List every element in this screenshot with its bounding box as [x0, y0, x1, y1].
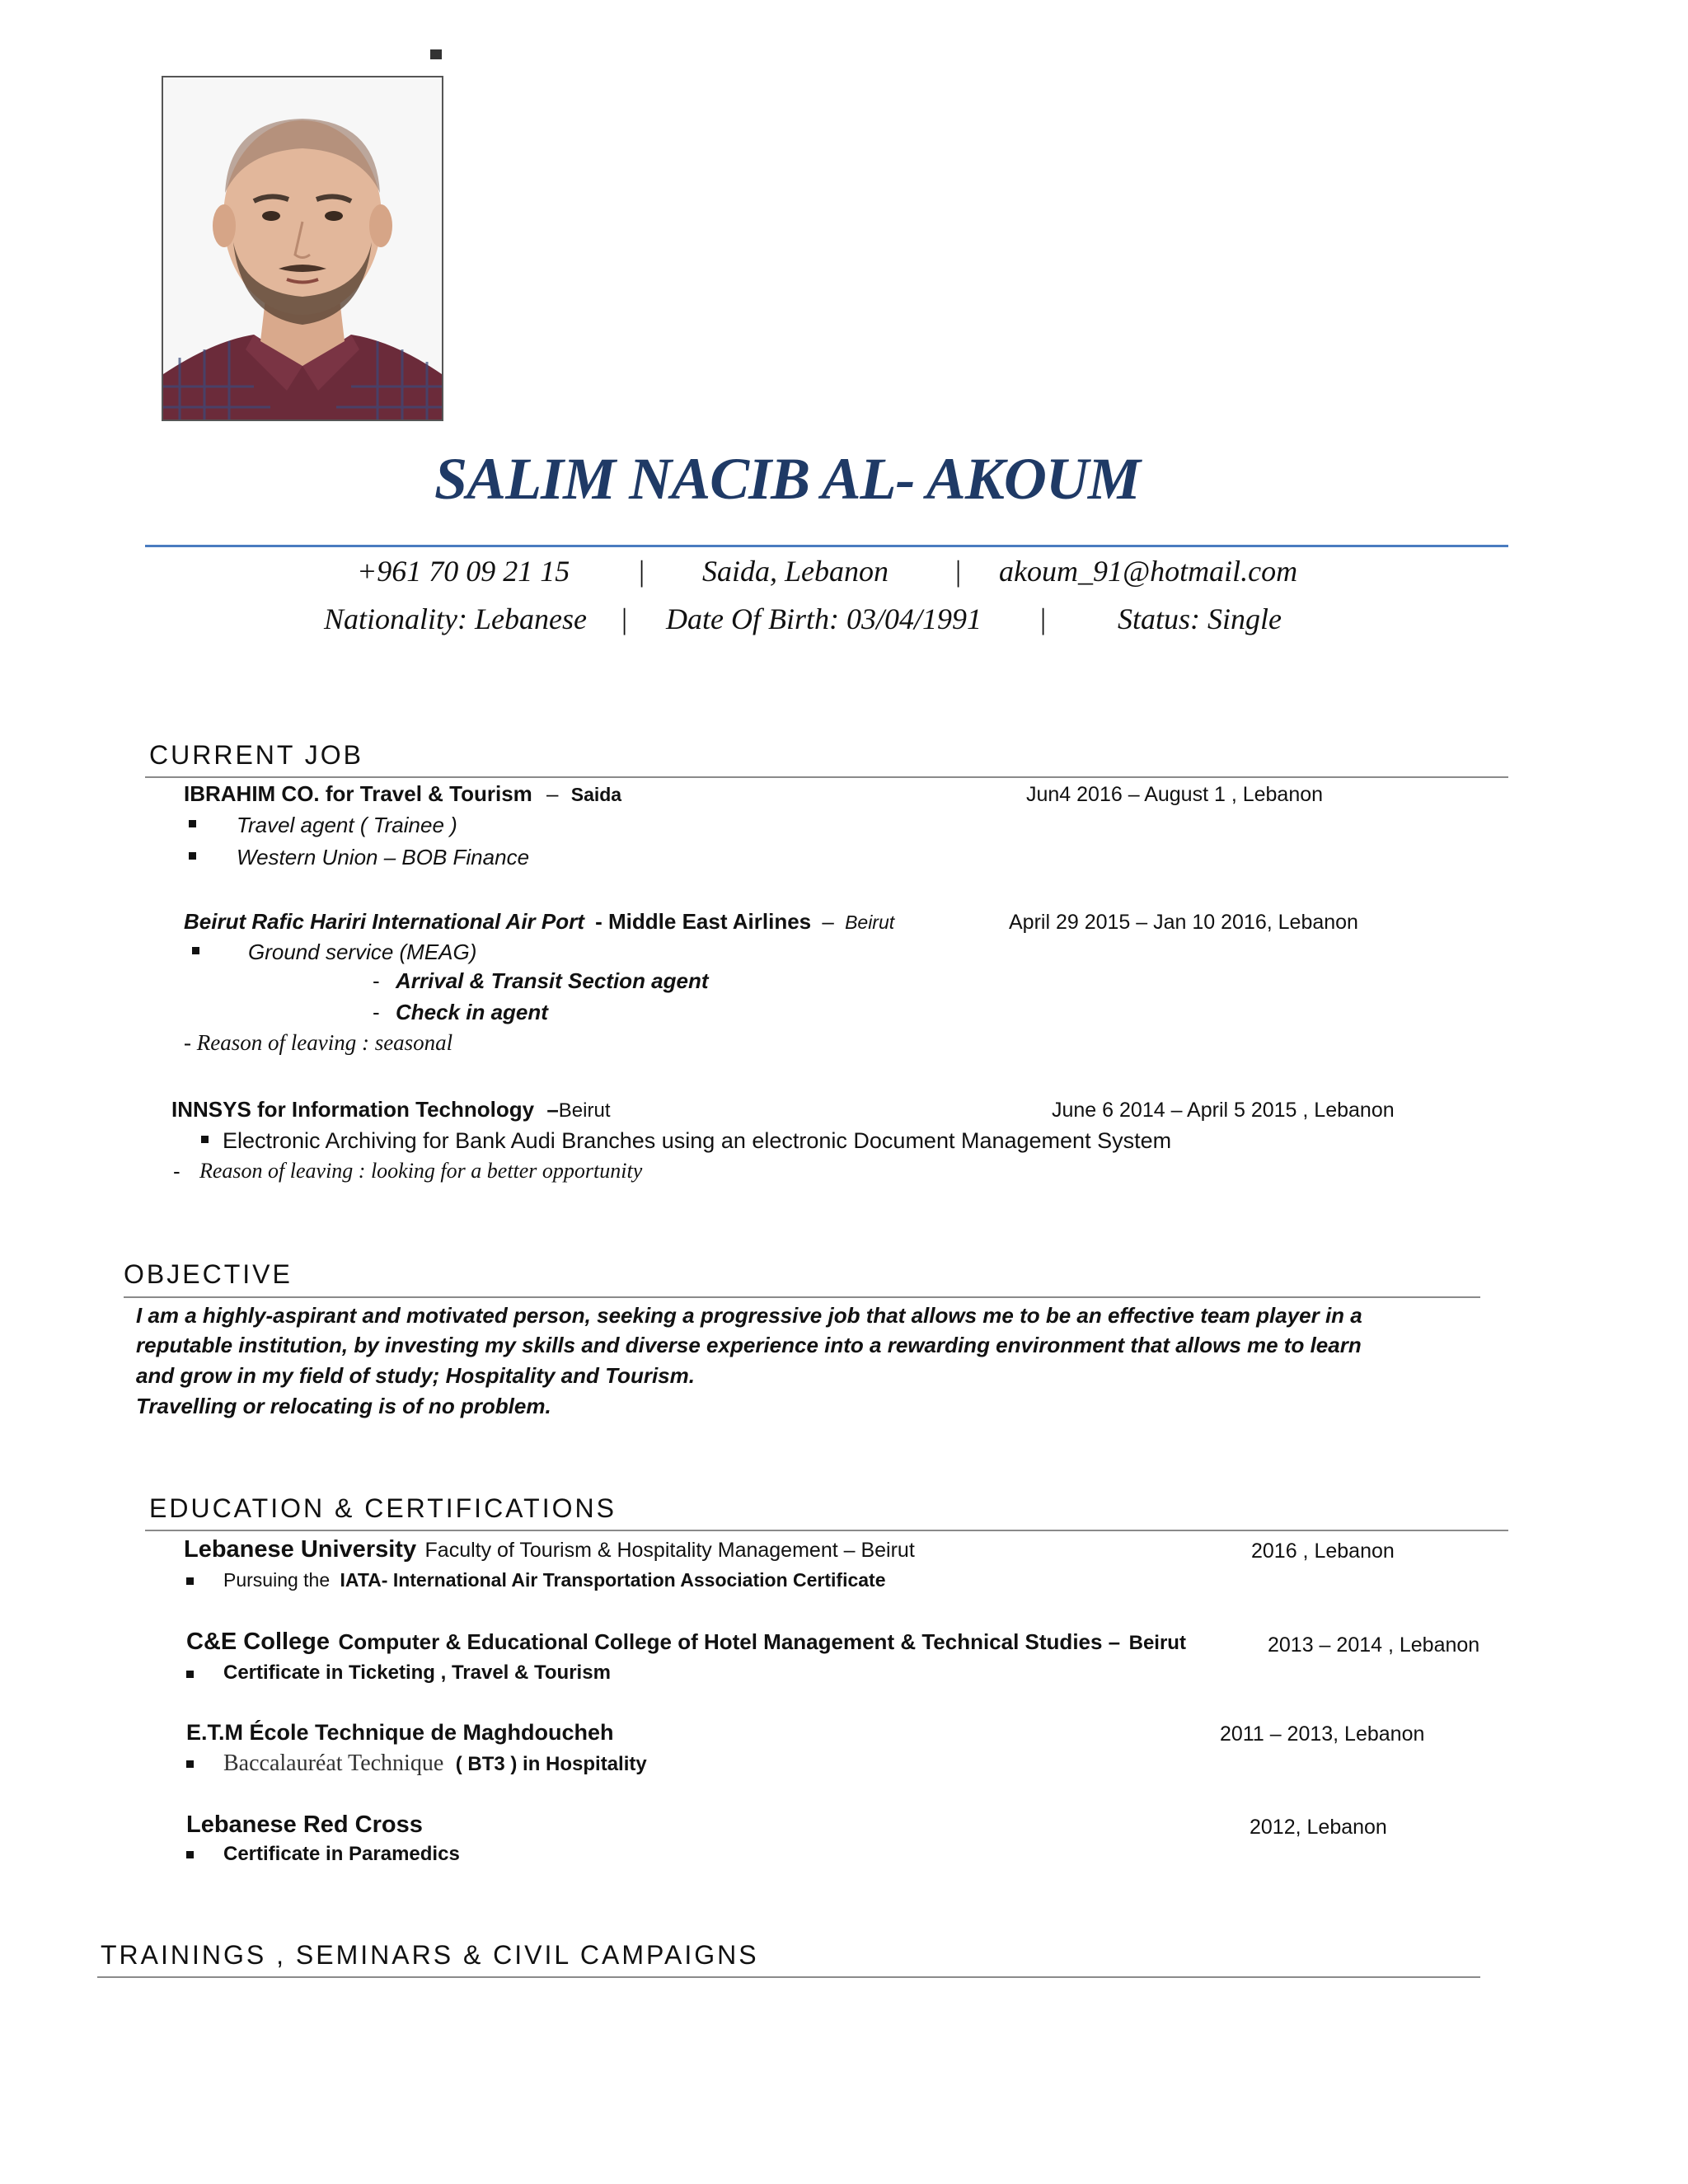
- separator: |: [954, 555, 962, 588]
- separator: |: [1039, 602, 1047, 635]
- bullet-icon: [186, 1851, 194, 1858]
- dash-marker: -: [373, 1000, 380, 1024]
- job-dates: April 29 2015 – Jan 10 2016, Lebanon: [1009, 911, 1358, 934]
- education-dates: 2012, Lebanon: [1250, 1816, 1387, 1839]
- section-rule: [145, 776, 1508, 778]
- bullet-icon: [189, 852, 196, 860]
- education-entry: C&E College Computer & Educational College of Hotel Management & Technical Studies – Beirut: [186, 1629, 1186, 1655]
- bullet-icon: [192, 947, 199, 954]
- section-rule: [145, 1530, 1508, 1531]
- bullet-icon: [189, 820, 196, 827]
- section-title-trainings: TRAININGS , SEMINARS & CIVIL CAMPAIGNS: [101, 1940, 759, 1970]
- email-link[interactable]: akoum_91@hotmail.com: [999, 555, 1298, 588]
- education-entry: Lebanese University Faculty of Tourism & Hospitality Management – Beirut: [184, 1536, 915, 1563]
- separator: |: [620, 602, 628, 635]
- section-rule: [124, 1296, 1480, 1298]
- education-item: Certificate in Ticketing , Travel & Tourism: [223, 1661, 611, 1684]
- education-dates: 2016 , Lebanon: [1251, 1540, 1395, 1563]
- candidate-name: SALIM NACIB AL- AKOUM: [434, 446, 1140, 512]
- job-dates: June 6 2014 – April 5 2015 , Lebanon: [1052, 1099, 1395, 1122]
- education-entry: Lebanese Red Cross: [186, 1811, 423, 1838]
- status-text: Status: Single: [1118, 602, 1282, 635]
- dash-marker: -: [173, 1159, 181, 1183]
- education-dates: 2013 – 2014 , Lebanon: [1268, 1633, 1480, 1657]
- job-employer: Beirut Rafic Hariri International Air Port - Middle East Airlines – Beirut: [184, 909, 895, 934]
- education-dates: 2011 – 2013, Lebanon: [1220, 1722, 1425, 1746]
- education-item: Pursuing the IATA- International Air Transportation Association Certificate: [223, 1569, 886, 1591]
- separator: |: [637, 555, 645, 588]
- dob-text: Date Of Birth: 03/04/1991: [666, 602, 982, 635]
- bullet-icon: [186, 1577, 194, 1585]
- section-title-education: EDUCATION & CERTIFICATIONS: [149, 1493, 617, 1523]
- reason-of-leaving: Reason of leaving : looking for a better opportunity: [199, 1159, 643, 1183]
- job-sub-item: Check in agent: [396, 1000, 548, 1024]
- education-entry: E.T.M École Technique de Maghdoucheh: [186, 1720, 614, 1745]
- job-dates: Jun4 2016 – August 1 , Lebanon: [1026, 783, 1324, 806]
- education-item: Certificate in Paramedics: [223, 1843, 460, 1865]
- dash-marker: -: [373, 968, 380, 993]
- bullet-icon: [201, 1136, 209, 1143]
- portrait-illustration: [163, 77, 442, 419]
- objective-line: and grow in my field of study; Hospitality and Tourism.: [136, 1363, 695, 1388]
- education-item: Baccalauréat Technique ( BT3 ) in Hospitality: [223, 1750, 647, 1776]
- section-title-objective: OBJECTIVE: [124, 1259, 293, 1289]
- objective-line: Travelling or relocating is of no problem.: [136, 1394, 551, 1418]
- nationality-text: Nationality: Lebanese: [324, 602, 587, 635]
- header-rule: [145, 545, 1508, 547]
- job-employer: IBRAHIM CO. for Travel & Tourism – Saida: [184, 781, 622, 806]
- location-text: Saida, Lebanon: [702, 555, 889, 588]
- section-title-current-job: CURRENT JOB: [149, 740, 363, 770]
- job-item: Electronic Archiving for Bank Audi Branches using an electronic Document Management System: [223, 1128, 1172, 1153]
- job-item: Ground service (MEAG): [248, 940, 477, 964]
- objective-line: reputable institution, by investing my skills and diverse experience into a rewarding environment that allows me to learn: [136, 1333, 1362, 1357]
- bullet-icon: [186, 1671, 194, 1678]
- job-item: Travel agent ( Trainee ): [237, 813, 457, 837]
- objective-line: I am a highly-aspirant and motivated person, seeking a progressive job that allows me to be an effective team player in a: [136, 1303, 1362, 1328]
- corner-mark: [430, 49, 442, 59]
- phone-text: +961 70 09 21 15: [357, 555, 570, 588]
- job-employer: INNSYS for Information Technology –Beirut: [171, 1097, 611, 1122]
- section-rule: [97, 1976, 1480, 1978]
- job-item: Western Union – BOB Finance: [237, 845, 530, 869]
- reason-of-leaving: - Reason of leaving : seasonal: [184, 1030, 453, 1055]
- profile-photo: [162, 76, 443, 421]
- bullet-icon: [186, 1760, 194, 1768]
- job-sub-item: Arrival & Transit Section agent: [396, 968, 709, 993]
